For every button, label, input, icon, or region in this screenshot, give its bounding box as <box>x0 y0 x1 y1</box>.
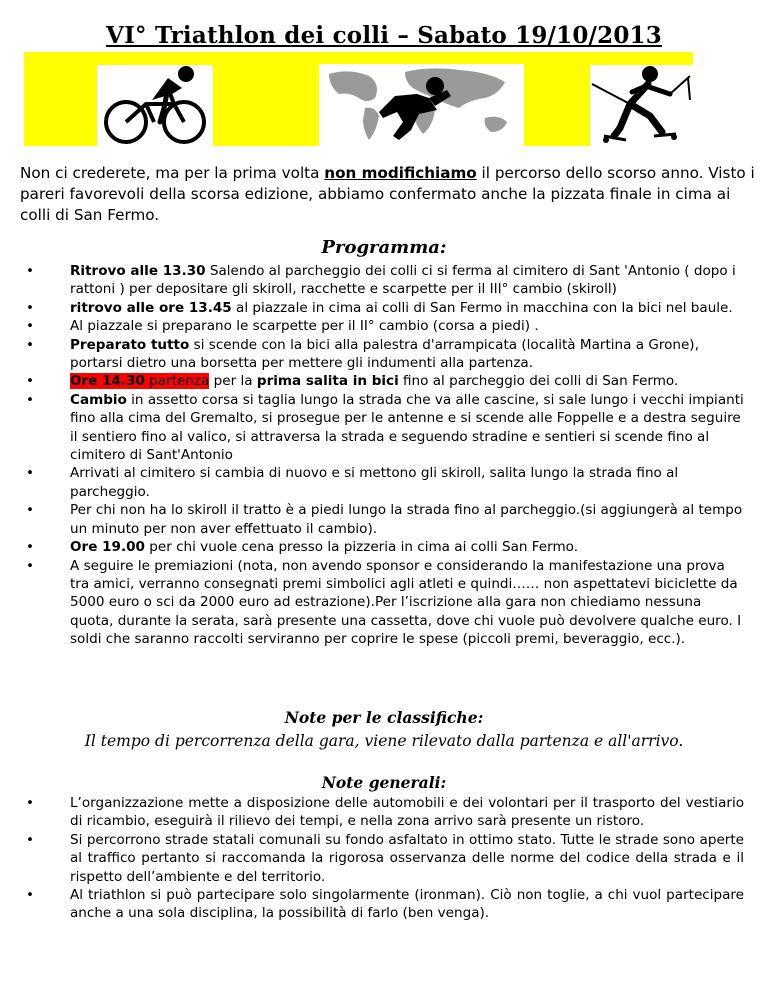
item-text: per la <box>209 373 257 390</box>
list-item <box>70 372 744 390</box>
item-text: fino al parcheggio dei colli di San Fermo. <box>398 373 679 390</box>
item-bold: Preparato tutto <box>70 336 190 353</box>
item-text: in assetto corsa si taglia lungo la strada che va alle cascine, si sale lungo i vecchi impianti fino alla cima del Gremalto, si prosegue per le antenne e si scende alle Foppelle e a destra seguire il sentiero fino al valico, si attraversa la strada e seguendo stradine e sentieri si scende fino al cimitero di Sant'Antonio <box>70 391 744 464</box>
item-bold: Cambio <box>70 391 127 408</box>
list-item <box>70 317 744 335</box>
runner-world-map-icon <box>319 64 524 146</box>
item-bold: Ore 14.30 <box>70 373 145 390</box>
note-classifiche-heading: Note per le classifiche: <box>284 708 484 727</box>
intro-paragraph <box>20 163 755 226</box>
banner <box>24 52 700 152</box>
list-item <box>70 299 744 317</box>
item-text: Al piazzale si preparano le scarpette per il II° cambio (corsa a piedi) . <box>70 318 539 335</box>
intro-text-rest: il percorso dello scorso anno. Visto i pareri favorevoli della scorsa edizione, abbiamo confermato anche la pizzata finale in cima ai colli di San Fermo. <box>20 164 755 224</box>
intro-text: Non ci crederete, ma per la prima volta <box>20 164 325 182</box>
list-item: • L’organizzazione mette a disposizione delle automobili e dei volontari per il trasporto del vestiario di ricambio, eseguirà il rilievo dei tempi, e nella zona arrivo sarà presente un ristoro. <box>70 794 744 831</box>
item-text: per chi vuole cena presso la pizzeria in cima ai colli San Fermo. <box>144 539 579 556</box>
note-generali-heading: Note generali: <box>321 773 447 792</box>
list-item <box>70 557 744 649</box>
item-bold: Ore 19.00 <box>70 539 145 556</box>
banner-yellow-left <box>24 65 97 146</box>
highlight-departure <box>70 373 209 389</box>
item-bold: ritrovo alle ore 13.45 <box>70 299 232 316</box>
item-text: al piazzale in cima ai colli di San Fermo in macchina con la bici nel baule. <box>231 299 733 316</box>
item-text: Per chi non ha lo skiroll il tratto è a piedi lungo la strada fino al parcheggio.(si aggiungerà al tempo un minuto per non aver effettuato il cambio). <box>70 502 743 537</box>
programma-list <box>24 262 744 649</box>
list-item <box>70 501 744 538</box>
list-item <box>70 538 744 556</box>
banner-yellow-right <box>522 65 590 146</box>
note-generali-list <box>24 794 744 923</box>
list-item: • Al triathlon si può partecipare solo singolarmente (ironman). Ciò non toglie, a chi vuol partecipare anche a una sola disciplina, la possibilità di farlo (ben venga). <box>70 886 744 923</box>
banner-yellow-middle <box>213 65 319 146</box>
list-item: • Si percorrono strade statali comunali su fondo asfaltato in ottimo stato. Tutte le strade sono aperte al traffico pertanto si raccomanda la rigorosa osservanza delle norme del codice della strada e il rispetto dell’ambiente e del territorio. <box>70 831 744 886</box>
skiroll-icon <box>590 64 694 150</box>
item-text: Salendo al parcheggio dei colli ci si ferma al cimitero di Sant 'Antonio ( dopo i rattoni ) per depositare gli skiroll, racchette e scarpette per il III° cambio (skiroll) <box>70 263 736 298</box>
note-classifiche-text: Il tempo di percorrenza della gara, viene rilevato dalla partenza e all'arrivo. <box>84 732 684 750</box>
cyclist-icon <box>102 64 212 148</box>
item-text: A seguire le premiazioni (nota, non avendo sponsor e considerando la manifestazione una prova tra amici, verranno consegnati premi simbolici agli atleti e quindi…… non aspettatevi biciclette da 5000 euro o sci da 2000 euro ad estrazione).Per l’iscrizione alla gara non chiediamo nessuna quota, durante la serata, sarà presente una cassetta, dove chi vuole può devolvere qualche euro. I soldi che saranno raccolti serviranno per coprire le spese (piccoli premi, beveraggio, ecc.). <box>70 557 742 648</box>
item-bold: Ritrovo alle 13.30 <box>70 263 206 279</box>
item-text: partenza <box>144 373 210 390</box>
page-title: VI° Triathlon dei colli – Sabato 19/10/2013 <box>106 22 662 49</box>
item-bold: prima salita in bici <box>256 373 399 390</box>
item-text: si scende con la bici alla palestra d'arrampicata (località Martina a Grone), portarsi dietro una borsetta per mettere gli indumenti alla partenza. <box>70 336 699 372</box>
list-item <box>70 262 744 299</box>
list-item <box>70 391 744 465</box>
intro-bold: non modifichiamo <box>324 164 477 182</box>
list-item <box>70 464 744 501</box>
list-item <box>70 336 744 373</box>
item-text: Arrivati al cimitero si cambia di nuovo e si mettono gli skiroll, salita lungo la strada fino al parcheggio. <box>70 465 679 500</box>
programma-heading: Programma: <box>321 237 447 258</box>
